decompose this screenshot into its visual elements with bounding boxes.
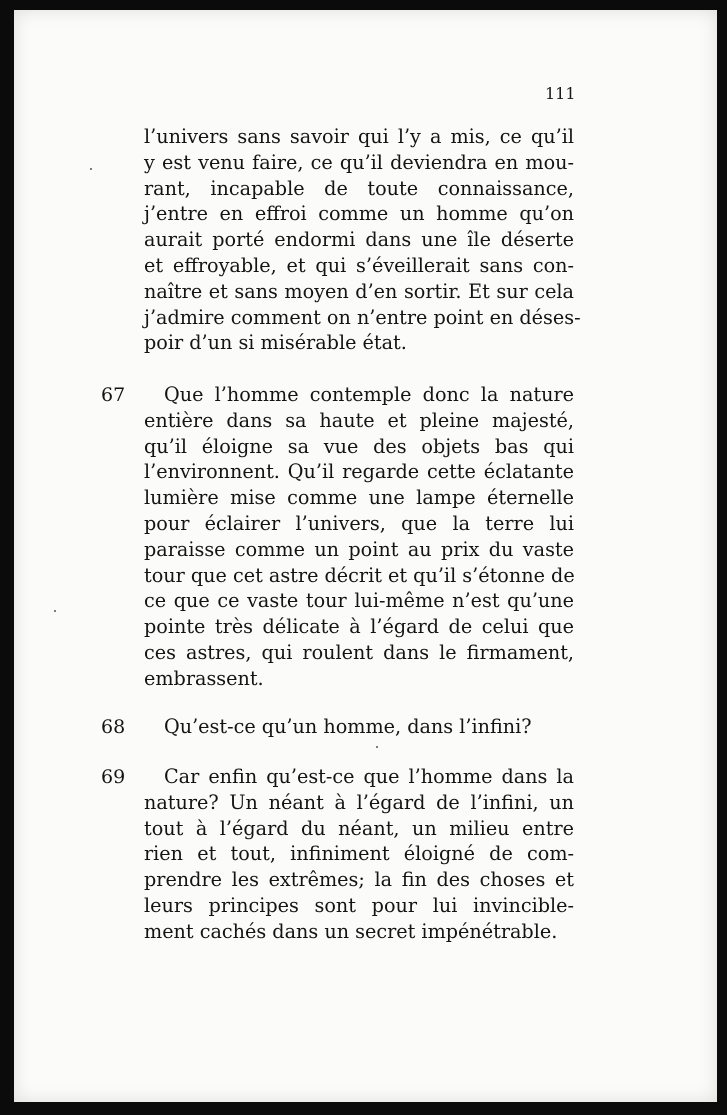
text-line: j’entre en effroi comme un homme qu’on <box>144 202 574 226</box>
text-line: rien et tout, infiniment éloigné de com- <box>144 842 574 866</box>
text-line: prendre les extrêmes; la fin des choses et <box>144 868 574 892</box>
text-line: ment cachés dans un secret impénétrable. <box>144 919 558 943</box>
text-line: naître et sans moyen d’en sortir. Et sur cela <box>144 279 574 303</box>
fragment-number-67: 67 <box>101 384 126 406</box>
text-line: Car enfin qu’est-ce que l’homme dans la <box>164 765 574 788</box>
book-page <box>14 10 717 1102</box>
paragraph-69 <box>144 764 574 945</box>
text-line: embrassent. <box>144 666 264 690</box>
text-line: rant, incapable de toute connaissance, <box>144 176 574 200</box>
text-line: tout à l’égard du néant, un milieu entre <box>144 816 574 840</box>
paragraph-68 <box>144 714 574 740</box>
text-line: l’environnent. Qu’il regarde cette éclatante <box>144 460 574 484</box>
scan-speck <box>90 168 92 170</box>
text-line: y est venu faire, ce qu’il deviendra en mou- <box>144 150 574 174</box>
text-line: leurs principes sont pour lui invincible- <box>144 893 574 917</box>
text-line: qu’il éloigne sa vue des objets bas qui <box>144 434 574 458</box>
text-line: lumière mise comme une lampe éternelle <box>144 486 574 510</box>
text-line: poir d’un si misérable état. <box>144 331 407 355</box>
text-line: aurait porté endormi dans une île déserte <box>144 228 574 252</box>
paragraph-67 <box>144 382 574 692</box>
text-line: et effroyable, et qui s’éveillerait sans con- <box>144 253 574 277</box>
text-line: ce que ce vaste tour lui-même n’est qu’une <box>144 589 574 613</box>
text-line: j’admire comment on n’entre point en déses- <box>144 305 581 329</box>
scan-speck <box>376 746 378 748</box>
text-line: entière dans sa haute et pleine majesté, <box>144 408 574 432</box>
fragment-number-68: 68 <box>101 716 126 738</box>
text-line: l’univers sans savoir qui l’y a mis, ce qu’il <box>144 125 574 148</box>
text-line: ces astres, qui roulent dans le firmament, <box>144 640 574 664</box>
scan-speck <box>54 610 56 612</box>
text-line: Qu’est-ce qu’un homme, dans l’infini? <box>164 715 532 738</box>
text-line: pointe très délicate à l’égard de celui que <box>144 615 574 639</box>
page-number: 111 <box>545 84 576 103</box>
text-line: tour que cet astre décrit et qu’il s’étonne de <box>144 563 575 587</box>
text-line: nature? Un néant à l’égard de l’infini, un <box>144 790 574 814</box>
text-line: Que l’homme contemple donc la nature <box>164 383 574 406</box>
text-line: paraisse comme un point au prix du vaste <box>144 537 574 561</box>
paragraph-continuation <box>144 124 581 356</box>
text-line: pour éclairer l’univers, que la terre lui <box>144 511 574 535</box>
fragment-number-69: 69 <box>101 766 126 788</box>
